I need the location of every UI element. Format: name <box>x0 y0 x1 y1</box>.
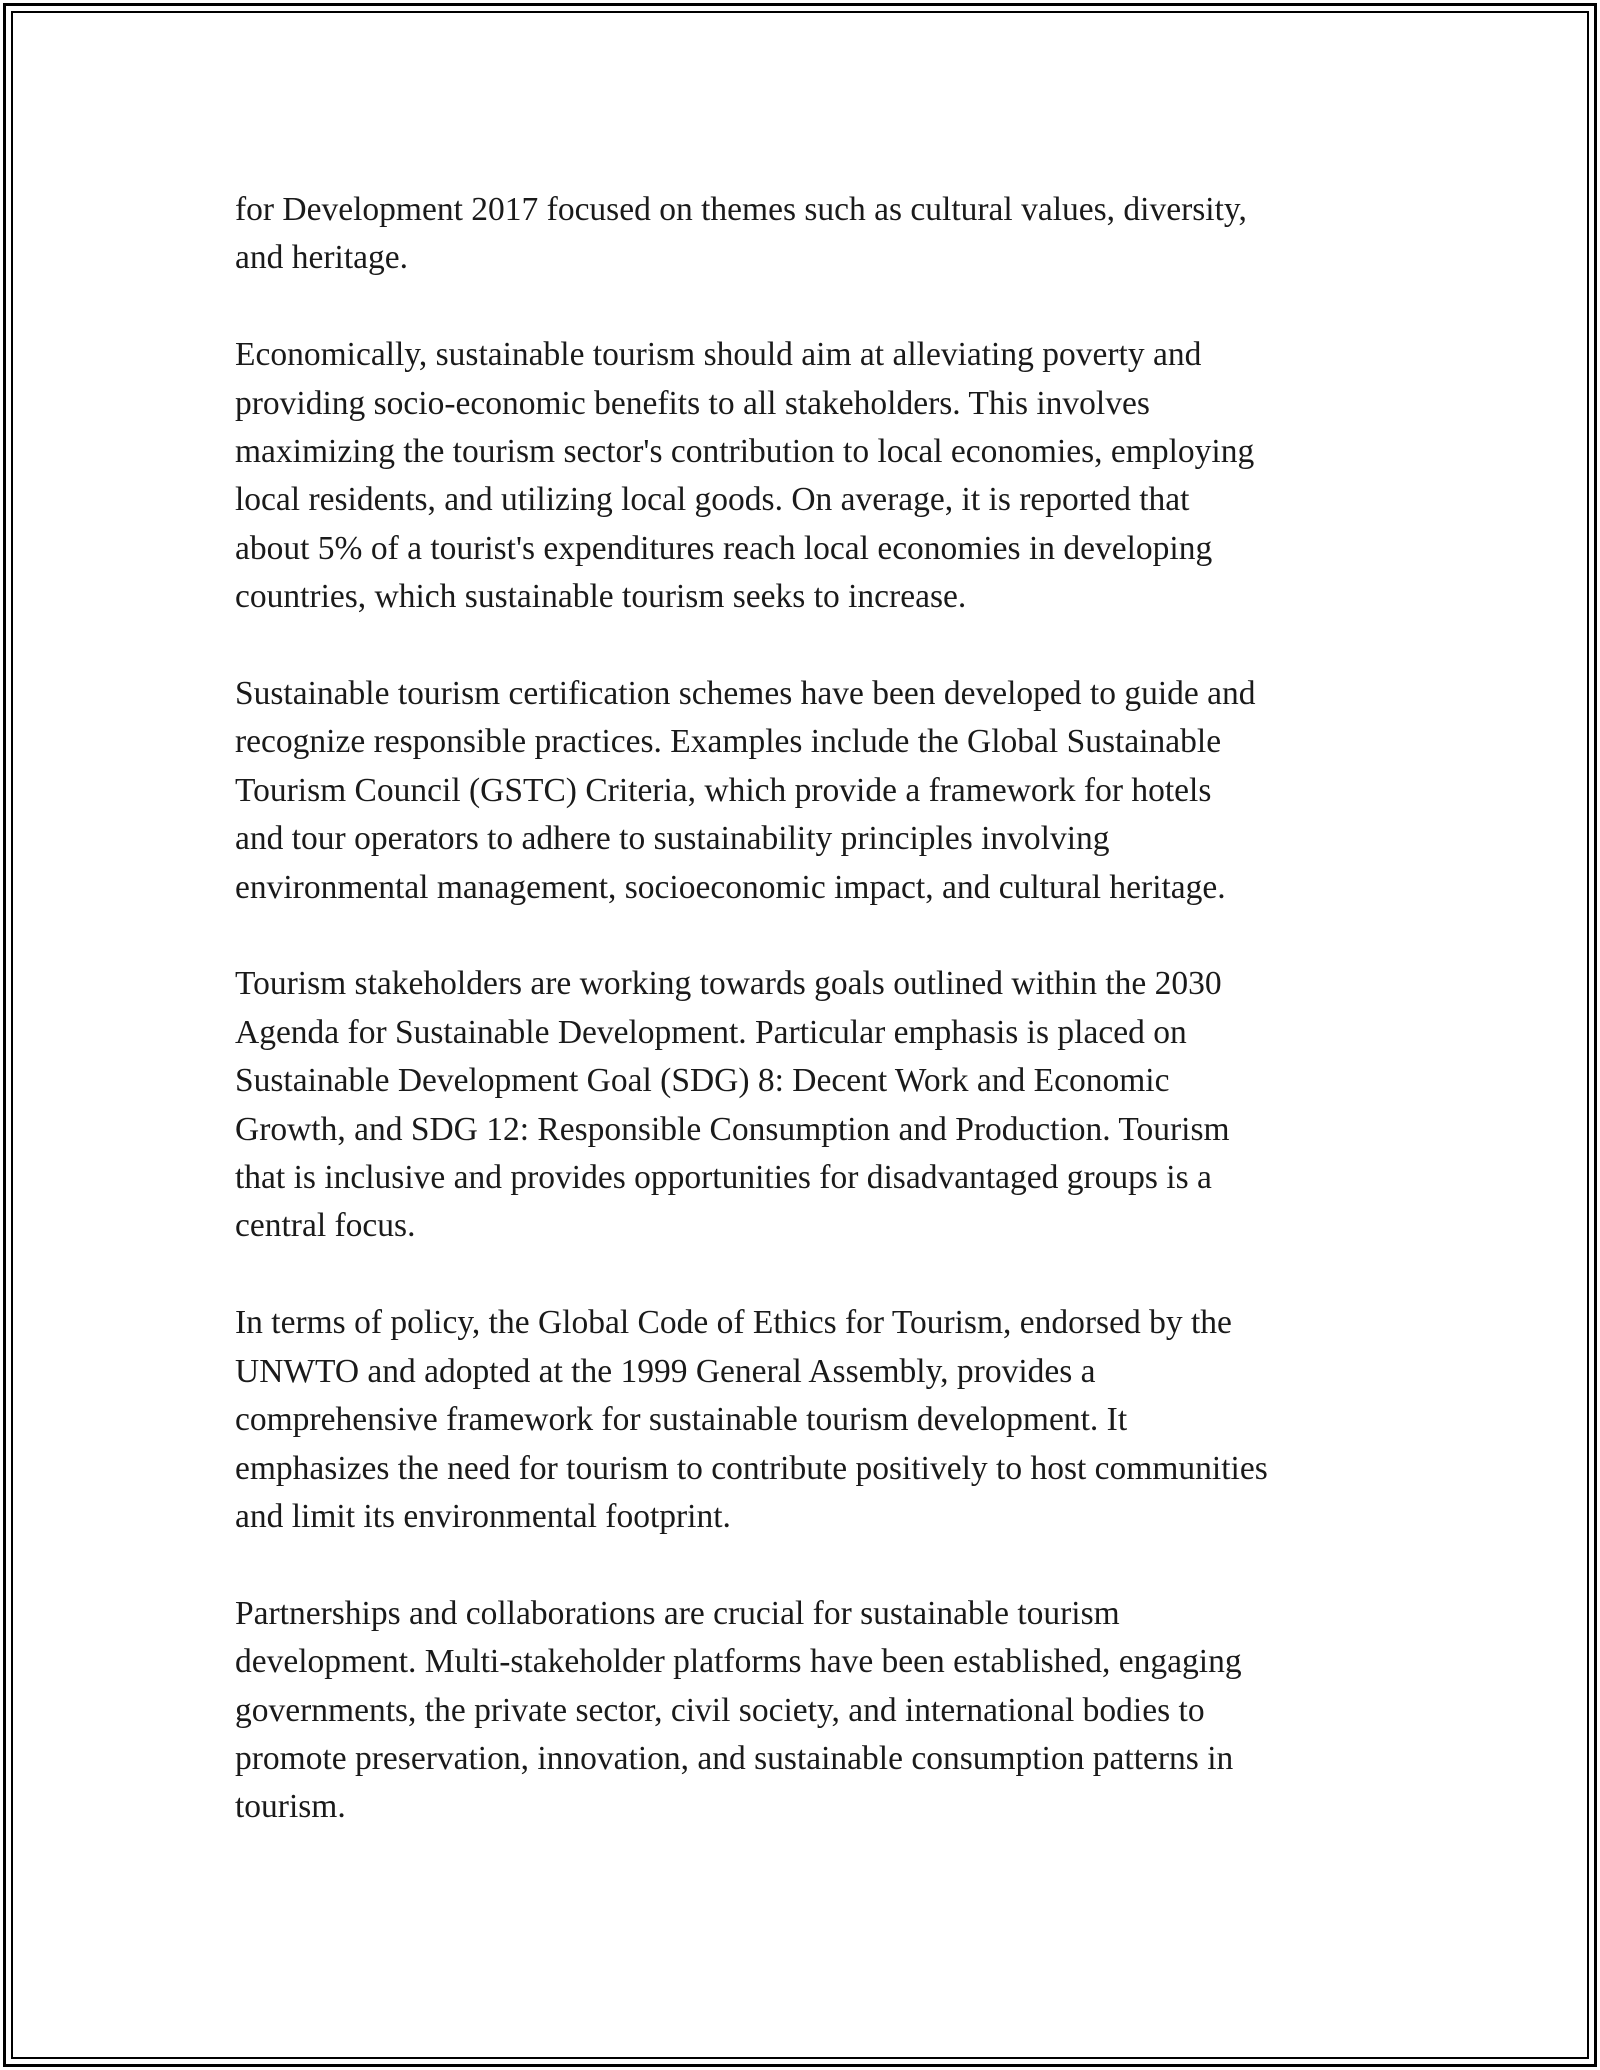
paragraph-continuation: for Development 2017 focused on themes such as cultural values, diversity, and heritage. <box>235 191 1247 277</box>
page-content <box>235 186 1375 1880</box>
paragraph-partnerships: Partnerships and collaborations are crucial for sustainable tourism development. Multi-stakeholder platforms have been established, engaging governments, the private sector, civil society, and international bodies to promote preservation, innovation, and sustainable consumption patterns in tourism. <box>235 1594 1242 1826</box>
paragraph-sustainable-development-goals: Tourism stakeholders are working towards goals outlined within the 2030 Agenda for Sustainable Development. Particular emphasis is placed on Sustainable Development Goal (SDG) 8: Decent Work and Economic Growth, and SDG 12: Responsible Consumption and Production. Tourism that is inclusive and provides opportunities for disadvantaged groups is a central focus. <box>235 965 1230 1245</box>
paragraph-economic-benefits: Economically, sustainable tourism should aim at alleviating poverty and providing socio-economic benefits to all stakeholders. This involves maximizing the tourism sector's contribution to local economies, employing local residents, and utilizing local goods. On average, it is reported that about 5% of a tourist's expenditures reach local economies in developing countries, which sustainable tourism seeks to increase. <box>235 336 1255 616</box>
paragraph-certification-schemes: Sustainable tourism certification schemes have been developed to guide and recognize responsible practices. Examples include the Global Sustainable Tourism Council (GSTC) Criteria, which provide a framework for hotels and tour operators to adhere to sustainability principles involving environmental management, socioeconomic impact, and cultural heritage. <box>235 675 1256 906</box>
paragraph-policy-code-of-ethics: In terms of policy, the Global Code of Ethics for Tourism, endorsed by the UNWTO and adopted at the 1999 General Assembly, provides a comprehensive framework for sustainable tourism development. It emphasizes the need for tourism to contribute positively to host communities and limit its environmental footprint. <box>235 1304 1268 1535</box>
